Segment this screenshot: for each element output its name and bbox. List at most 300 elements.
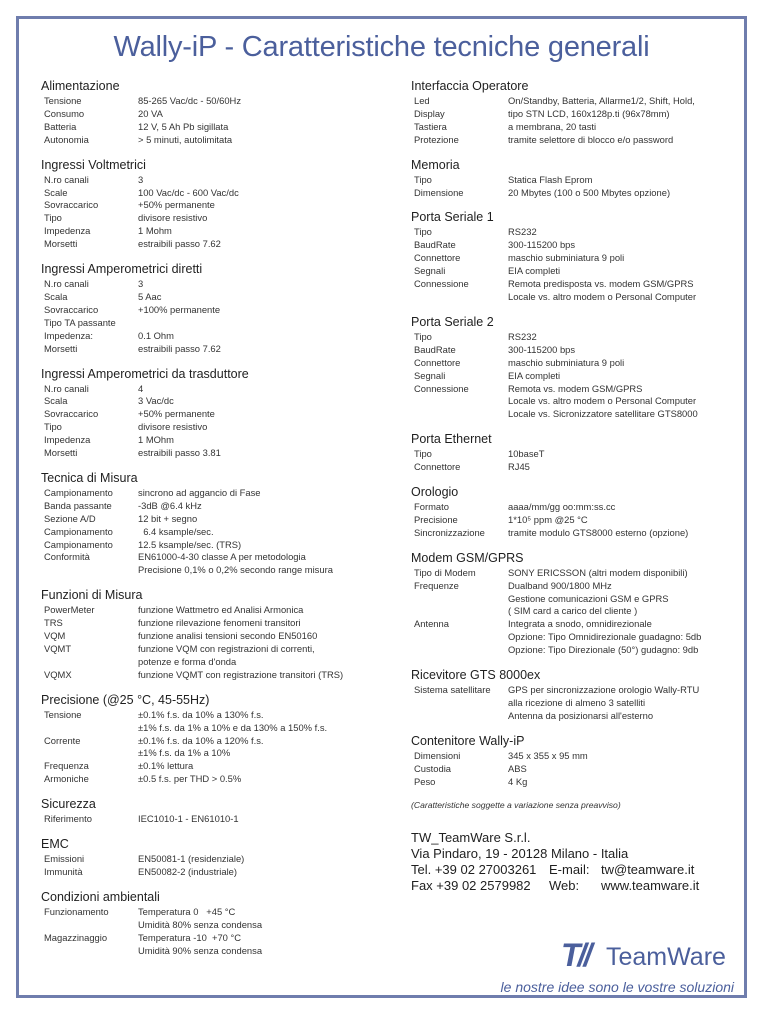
spec-row — [41, 539, 401, 552]
spec-row — [411, 501, 741, 514]
spec-row — [411, 239, 741, 252]
spec-label: VQM — [44, 630, 66, 642]
spec-label: Immunità — [44, 865, 83, 877]
spec-value — [138, 291, 401, 304]
spec-value-line: Opzione: Tipo Omnidirezionale guadagno: 5db — [508, 631, 702, 643]
spec-row — [411, 252, 741, 265]
spec-label: Tipo — [44, 421, 62, 433]
spec-label: Conformità — [44, 551, 90, 563]
spec-row — [41, 187, 401, 200]
spec-value — [138, 709, 401, 735]
spec-label: Tipo — [414, 226, 432, 238]
spec-value — [508, 357, 741, 370]
spec-value-line: Dualband 900/1800 MHz — [508, 579, 612, 591]
spec-value-line: Opzione: Tipo Direzionale (50°) gudagno: 9db — [508, 644, 699, 656]
spec-label: Tipo — [44, 212, 62, 224]
spec-value — [138, 551, 401, 577]
spec-label: Corrente — [44, 734, 81, 746]
spec-value-line: 12 V, 5 Ah Pb sigillata — [138, 120, 229, 132]
spec-label: Protezione — [414, 133, 459, 145]
spec-value-line: alla ricezione di almeno 3 satelliti — [508, 697, 646, 708]
section-title: EMC — [41, 837, 69, 852]
spec-value-line: Locale vs. altro modem o Personal Computer — [508, 395, 697, 407]
spec-value-line: EIA completi — [508, 265, 561, 277]
spec-value-line: 1*10⁵ ppm @25 °C — [508, 513, 588, 525]
spec-value — [138, 434, 401, 447]
spec-value-line: ( SIM card a carico del cliente ) — [508, 605, 638, 617]
spec-row — [411, 776, 741, 789]
company-web-label: Web: — [549, 877, 580, 893]
spec-value — [138, 932, 401, 958]
spec-value-line: 300-115200 bps — [508, 239, 576, 251]
spec-row — [41, 291, 401, 304]
spec-label: Formato — [414, 501, 449, 513]
spec-value-line: sincrono ad aggancio di Fase — [138, 486, 261, 498]
company-email-label: E-mail: — [549, 861, 590, 877]
spec-value — [138, 617, 401, 630]
spec-row — [41, 447, 401, 460]
section-title: Ingressi Voltmetrici — [41, 157, 146, 172]
spec-value — [508, 278, 741, 304]
company-tel-row — [411, 862, 741, 878]
teamware-logo — [494, 937, 734, 997]
section-title: Alimentazione — [41, 79, 120, 93]
section-ingressi-amperometrici-da-trasduttore — [41, 367, 401, 460]
spec-value — [508, 331, 741, 344]
spec-row — [411, 174, 741, 187]
spec-label: Consumo — [44, 107, 85, 119]
spec-row — [411, 750, 741, 763]
spec-row — [41, 108, 401, 121]
spec-value-line: 3 — [138, 278, 144, 290]
section-ricevitore-gts-8000ex — [411, 668, 741, 723]
spec-label: Sovraccarico — [44, 408, 99, 420]
spec-value-line: maschio subminiatura 9 poli — [508, 356, 625, 368]
spec-row — [411, 108, 741, 121]
spec-value-line: IEC1010-1 - EN61010-1 — [138, 813, 239, 825]
section-title: Tecnica di Misura — [41, 470, 138, 485]
spec-value — [138, 669, 401, 682]
spec-row — [411, 226, 741, 239]
spec-row — [41, 408, 401, 421]
spec-value — [138, 304, 401, 317]
section-ingressi-voltmetrici — [41, 158, 401, 251]
spec-value-line: 3 Vac/dc — [138, 395, 174, 407]
disclaimer-note: (Caratteristiche soggette a variazione senza preavviso) — [411, 799, 621, 810]
spec-value — [508, 501, 741, 514]
section-orologio — [411, 485, 741, 540]
spec-label: Connettore — [414, 461, 461, 473]
spec-label: Sezione A/D — [44, 512, 96, 524]
spec-label: Funzionamento — [44, 905, 109, 917]
spec-row — [411, 357, 741, 370]
section-ingressi-amperometrici-diretti — [41, 262, 401, 355]
spec-row — [41, 932, 401, 958]
spec-value-line: Precisione 0,1% o 0,2% secondo range misura — [138, 564, 333, 576]
spec-value-line: Gestione comunicazioni GSM e GPRS — [508, 592, 669, 604]
spec-value — [138, 604, 401, 617]
spec-value — [508, 527, 741, 540]
spec-row — [411, 618, 741, 657]
spec-value — [508, 514, 741, 527]
spec-value-line: Antenna da posizionarsi all'esterno — [508, 709, 654, 721]
section-porta-seriale-1 — [411, 210, 741, 303]
spec-value — [138, 317, 401, 330]
spec-label: Segnali — [414, 265, 446, 277]
section-title: Ingressi Amperometrici da trasduttore — [41, 366, 249, 381]
spec-value-line: EIA completi — [508, 369, 561, 381]
spec-value — [508, 265, 741, 278]
spec-value — [138, 108, 401, 121]
spec-row — [41, 853, 401, 866]
spec-value — [138, 408, 401, 421]
spec-value-line: Remota predisposta vs. modem GSM/GPRS — [508, 278, 694, 290]
spec-value-line: 12 bit + segno — [138, 512, 198, 524]
spec-label: PowerMeter — [44, 604, 95, 616]
logo-mark: T// — [561, 937, 590, 973]
spec-label: Connettore — [414, 252, 461, 264]
spec-label: N.ro canali — [44, 173, 89, 185]
section-title: Condizioni ambientali — [41, 889, 160, 904]
spec-row — [41, 174, 401, 187]
spec-label: Tensione — [44, 708, 82, 720]
spec-label: Morsetti — [44, 447, 78, 459]
spec-row — [41, 134, 401, 147]
spec-value-line: ABS — [508, 762, 527, 774]
spec-value — [138, 225, 401, 238]
spec-value — [138, 447, 401, 460]
spec-value-line: estraibili passo 7.62 — [138, 342, 221, 354]
section-modem-gsm-gprs — [411, 551, 741, 657]
spec-value — [508, 580, 741, 619]
spec-value-line: Integrata a snodo, omnidirezionale — [508, 618, 652, 630]
spec-value-line: 345 x 355 x 95 mm — [508, 749, 588, 761]
spec-row — [41, 225, 401, 238]
spec-label: Sincronizzazione — [414, 526, 485, 538]
spec-label: Morsetti — [44, 238, 78, 250]
spec-label: Scala — [44, 395, 68, 407]
spec-label: Tipo TA passante — [44, 316, 116, 328]
spec-value — [508, 750, 741, 763]
spec-row — [41, 343, 401, 356]
spec-row — [41, 866, 401, 879]
spec-value-line: ±0.1% f.s. da 10% a 120% f.s. — [138, 734, 264, 746]
spec-row — [41, 643, 401, 669]
company-tel: Tel. +39 02 27003261 — [411, 861, 537, 877]
spec-value — [138, 187, 401, 200]
spec-row — [411, 580, 741, 619]
spec-row — [41, 487, 401, 500]
spec-value — [138, 906, 401, 932]
spec-value-line: 5 Aac — [138, 290, 162, 302]
spec-row — [41, 604, 401, 617]
spec-label: Impedenza — [44, 434, 91, 446]
spec-row — [41, 760, 401, 773]
spec-label: Led — [414, 95, 430, 106]
spec-value-line: estraibili passo 3.81 — [138, 447, 221, 459]
spec-value — [508, 776, 741, 789]
spec-value-line: 1 Mohm — [138, 225, 172, 237]
spec-label: Frequenza — [44, 760, 89, 772]
spec-label: Tensione — [44, 95, 82, 106]
spec-label: BaudRate — [414, 239, 456, 251]
spec-value-line: ±1% f.s. da 1% a 10% e da 130% a 150% f.s. — [138, 721, 328, 733]
spec-label: Dimensioni — [414, 749, 461, 761]
spec-label: Tipo — [414, 173, 432, 185]
spec-label: Scala — [44, 290, 68, 302]
spec-value-line: SONY ERICSSON (altri modem disponibili) — [508, 566, 688, 578]
spec-row — [41, 212, 401, 225]
spec-value — [508, 344, 741, 357]
spec-value-line: RS232 — [508, 330, 537, 342]
spec-label: Tipo di Modem — [414, 566, 476, 578]
spec-label: N.ro canali — [44, 278, 89, 290]
company-email-link[interactable]: tw@teamware.it — [601, 861, 695, 877]
spec-value — [138, 199, 401, 212]
spec-label: Banda passante — [44, 499, 112, 511]
spec-value-line: 4 — [138, 382, 144, 394]
spec-label: Batteria — [44, 120, 77, 132]
section-precisione-25-c-45-55hz — [41, 693, 401, 786]
spec-value — [138, 174, 401, 187]
section-condizioni-ambientali — [41, 890, 401, 958]
spec-value-line: +50% permanente — [138, 199, 215, 211]
spec-value-line: tramite selettore di blocco e/o password — [508, 133, 674, 145]
section-sicurezza — [41, 797, 401, 826]
spec-label: Scale — [44, 186, 68, 198]
spec-label: Armoniche — [44, 773, 89, 785]
spec-row — [411, 567, 741, 580]
spec-value-line — [138, 317, 401, 330]
spec-row — [411, 187, 741, 200]
spec-value-line: funzione VQMT con registrazione transitori (TRS) — [138, 668, 344, 680]
spec-label: Precisione — [414, 513, 458, 525]
spec-value-line: 0.1 Ohm — [138, 329, 174, 341]
spec-value — [138, 278, 401, 291]
company-fax-row — [411, 878, 741, 894]
spec-value-line: ±0.5 f.s. per THD > 0.5% — [138, 773, 242, 785]
spec-value-line: tramite modulo GTS8000 esterno (opzione) — [508, 526, 689, 538]
spec-value — [508, 187, 741, 200]
section-title: Precisione (@25 °C, 45-55Hz) — [41, 692, 210, 707]
spec-value-line: Remota vs. modem GSM/GPRS — [508, 382, 643, 394]
spec-row — [411, 461, 741, 474]
spec-label: Segnali — [414, 369, 446, 381]
logo-slogan: le nostre idee sono le vostre soluzioni — [500, 979, 734, 995]
spec-value-line: Umidità 80% senza condensa — [138, 918, 263, 930]
spec-row — [41, 526, 401, 539]
spec-value-line: ±0.1% lettura — [138, 760, 194, 772]
spec-label: TRS — [44, 617, 63, 629]
spec-value-line: maschio subminiatura 9 poli — [508, 252, 625, 264]
section-title: Funzioni di Misura — [41, 588, 143, 603]
section-title: Ricevitore GTS 8000ex — [411, 668, 541, 683]
section-memoria — [411, 158, 741, 200]
spec-value — [138, 212, 401, 225]
spec-label: Campionamento — [44, 538, 113, 550]
spec-row — [41, 278, 401, 291]
spec-value — [138, 813, 401, 826]
spec-value-line: On/Standby, Batteria, Allarme1/2, Shift, Hold, — [508, 95, 695, 106]
company-fax: Fax +39 02 2579982 — [411, 877, 531, 893]
section-tecnica-di-misura — [41, 471, 401, 577]
spec-row — [411, 344, 741, 357]
spec-row — [41, 199, 401, 212]
spec-value — [138, 866, 401, 879]
spec-value-line: Umidità 90% senza condensa — [138, 944, 263, 956]
spec-label: Dimensione — [414, 186, 464, 198]
spec-value-line: Temperatura -10 +70 °C — [138, 931, 242, 943]
spec-value — [138, 735, 401, 761]
spec-value — [508, 370, 741, 383]
spec-row — [411, 331, 741, 344]
spec-row — [411, 527, 741, 540]
spec-label: Peso — [414, 775, 436, 787]
spec-value-line: a membrana, 20 tasti — [508, 120, 597, 132]
spec-value-line: +100% permanente — [138, 303, 221, 315]
spec-value-line: 3 — [138, 173, 144, 185]
company-address: Via Pindaro, 19 - 20128 Milano - Italia — [411, 845, 629, 861]
spec-row — [41, 709, 401, 735]
spec-value — [508, 174, 741, 187]
spec-value — [508, 95, 741, 108]
spec-row — [411, 134, 741, 147]
spec-row — [41, 630, 401, 643]
spec-row — [41, 617, 401, 630]
spec-label: Connessione — [414, 278, 469, 290]
spec-value-line: 1 MOhm — [138, 434, 174, 446]
spec-value — [138, 630, 401, 643]
section-title: Memoria — [411, 157, 460, 172]
spec-value-line: GPS per sincronizzazione orologio Wally-RTU — [508, 684, 700, 696]
spec-value — [138, 383, 401, 396]
spec-value-line: EN50081-1 (residenziale) — [138, 853, 245, 865]
spec-label: Riferimento — [44, 813, 92, 825]
spec-label: Sovraccarico — [44, 303, 99, 315]
section-contenitore-wally-ip — [411, 734, 741, 789]
spec-value — [508, 763, 741, 776]
spec-row — [41, 383, 401, 396]
spec-label: Autonomia — [44, 133, 89, 145]
spec-value — [138, 760, 401, 773]
section-interfaccia-operatore — [411, 79, 741, 147]
spec-row — [41, 395, 401, 408]
spec-label: Magazzinaggio — [44, 931, 108, 943]
spec-row — [41, 434, 401, 447]
spec-value — [138, 121, 401, 134]
section-porta-ethernet — [411, 432, 741, 474]
right-sections — [411, 79, 741, 789]
spec-row — [41, 304, 401, 317]
spec-value-line: Locale vs. Sicronizzatore satellitare GTS8000 — [508, 408, 698, 420]
spec-row — [41, 121, 401, 134]
spec-value-line: funzione rilevazione fenomeni transitori — [138, 617, 301, 629]
spec-value — [138, 134, 401, 147]
spec-label: VQMT — [44, 643, 72, 654]
spec-label: Antenna — [414, 618, 449, 630]
spec-value — [508, 121, 741, 134]
spec-value-line: aaaa/mm/gg oo:mm:ss.cc — [508, 501, 616, 513]
spec-value — [508, 226, 741, 239]
spec-row — [41, 500, 401, 513]
spec-value — [138, 526, 401, 539]
spec-value — [508, 618, 741, 657]
spec-row — [411, 763, 741, 776]
spec-row — [411, 514, 741, 527]
spec-row — [41, 773, 401, 786]
spec-value — [138, 643, 401, 669]
spec-label: Tipo — [414, 330, 432, 342]
spec-value-line: ±1% f.s. da 1% a 10% — [138, 747, 231, 759]
spec-label: Impedenza: — [44, 329, 93, 341]
spec-value — [138, 500, 401, 513]
spec-value-line: RS232 — [508, 226, 537, 238]
spec-value-line: funzione analisi tensioni secondo EN50160 — [138, 630, 318, 642]
logo-wordmark: TeamWare — [606, 943, 726, 971]
spec-value-line: 20 VA — [138, 107, 163, 119]
spec-label: Connessione — [414, 382, 469, 394]
spec-value-line: divisore resistivo — [138, 421, 208, 433]
spec-row — [411, 370, 741, 383]
spec-value-line: funzione Wattmetro ed Analisi Armonica — [138, 604, 304, 616]
spec-row — [41, 906, 401, 932]
spec-value — [138, 487, 401, 500]
spec-sheet-page — [16, 16, 747, 998]
spec-row — [41, 95, 401, 108]
spec-value — [138, 421, 401, 434]
spec-row — [41, 330, 401, 343]
spec-value-line: 12.5 ksample/sec. (TRS) — [138, 538, 242, 550]
spec-value-line: 10baseT — [508, 448, 545, 460]
spec-value-line: +50% permanente — [138, 408, 215, 420]
spec-value — [508, 239, 741, 252]
section-alimentazione — [41, 79, 401, 147]
spec-value — [508, 252, 741, 265]
spec-value-line: 85-265 Vac/dc - 50/60Hz — [138, 95, 242, 106]
spec-label: N.ro canali — [44, 382, 89, 394]
spec-value — [138, 330, 401, 343]
spec-row — [41, 813, 401, 826]
section-title: Modem GSM/GPRS — [411, 550, 524, 565]
spec-value — [508, 684, 741, 723]
company-web-link[interactable]: www.teamware.it — [601, 877, 700, 893]
spec-value-line: tipo STN LCD, 160x128p.ti (96x78mm) — [508, 107, 670, 119]
spec-row — [411, 95, 741, 108]
spec-value-line: 20 Mbytes (100 o 500 Mbytes opzione) — [508, 186, 671, 198]
section-emc — [41, 837, 401, 879]
spec-row — [41, 551, 401, 577]
spec-row — [411, 383, 741, 422]
page-title: Wally-iP - Caratteristiche tecniche generali — [113, 31, 650, 63]
spec-label: Custodia — [414, 762, 452, 774]
section-title: Interfaccia Operatore — [411, 79, 529, 93]
spec-row — [41, 238, 401, 251]
spec-label: BaudRate — [414, 343, 456, 355]
spec-row — [41, 735, 401, 761]
spec-row — [411, 121, 741, 134]
section-title: Sicurezza — [41, 797, 96, 812]
section-title: Contenitore Wally-iP — [411, 733, 525, 748]
spec-value — [138, 95, 401, 108]
spec-label: VQMX — [44, 668, 72, 680]
spec-value-line: potenze e forma d'onda — [138, 655, 237, 667]
spec-label: Sistema satellitare — [414, 684, 491, 696]
spec-value-line: Statica Flash Eprom — [508, 173, 593, 185]
spec-row — [41, 669, 401, 682]
spec-value-line: 6.4 ksample/sec. — [138, 525, 214, 537]
spec-value-line: EN50082-2 (industriale) — [138, 865, 238, 877]
spec-label: Morsetti — [44, 342, 78, 354]
